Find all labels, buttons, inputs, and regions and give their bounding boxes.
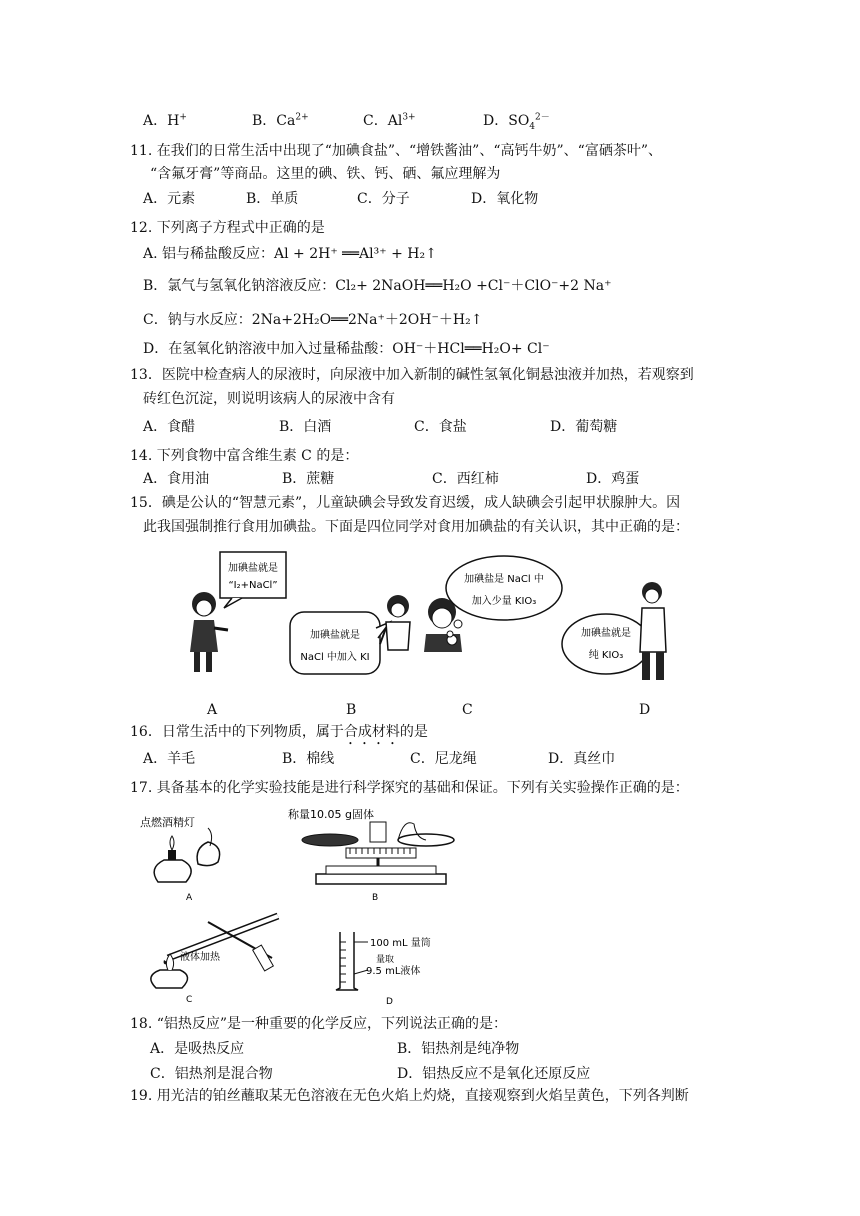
q10-option-c: C．$Al^{3+}$ — [363, 112, 416, 129]
q13-stem-line1: 13．医院中检查病人的尿液时，向尿液中加入新制的碱性氢氧化铜悬浊液并加热，若观察到 — [130, 367, 694, 383]
q10-option-d: D．$SO_4^{2-}$ — [483, 112, 550, 132]
q12-option-a: A. 铝与稀盐酸反应：Al + 2H⁺ ══Al³⁺ + H₂↑ — [143, 246, 437, 262]
q17-figure-d-label: D — [386, 997, 393, 1007]
q10-option-a: A．H+ — [143, 112, 187, 129]
q14-option-c: C．西红柿 — [432, 471, 499, 487]
q13-option-d: D．葡萄糖 — [550, 419, 618, 435]
q13-option-a: A．食醋 — [143, 419, 196, 435]
q15-bubble-b-line1: 加碘盐就是 — [310, 630, 360, 641]
q12-option-c: C．钠与水反应：2Na+2H₂O══2Na⁺＋2OH⁻＋H₂↑ — [143, 312, 483, 328]
q15-bubble-d — [562, 614, 650, 674]
q15-person-d — [640, 582, 666, 680]
q17-figure-b-caption: 称量10.05 g固体 — [288, 808, 374, 821]
q14-option-a: A．食用油 — [143, 471, 210, 487]
q18-option-c: C．铝热剂是混合物 — [150, 1066, 273, 1082]
q10-option-b: B．$Ca^{2+}$ — [252, 112, 309, 129]
q11-option-a: A．元素 — [143, 191, 196, 207]
q15-bubble-a-line2: “I₂+NaCl” — [228, 580, 278, 591]
q15-figure — [180, 548, 680, 688]
q15-bubble-a-line1: 加碘盐就是 — [228, 563, 278, 574]
q18-option-a: A．是吸热反应 — [150, 1041, 245, 1057]
q17-figure-a-caption: 点燃酒精灯 — [140, 816, 195, 829]
q17-stem: 17. 具备基本的化学实验技能是进行科学探究的基础和保证。下列有关实验操作正确的是： — [130, 780, 689, 796]
q12-stem: 12. 下列离子方程式中正确的是 — [130, 220, 325, 236]
q18-option-d: D．铝热反应不是氧化还原反应 — [397, 1066, 591, 1082]
q17-figure-c-caption: 液体加热 — [180, 952, 220, 963]
q12-option-d: D．在氢氧化钠溶液中加入过量稀盐酸：OH⁻＋HCl══H₂O+ Cl⁻ — [143, 341, 550, 357]
q15-stem-line1: 15．碘是公认的“智慧元素”，儿童缺碘会导致发育迟缓，成人缺碘会引起甲状腺肿大。因 — [130, 495, 681, 511]
q15-label-c: C — [462, 702, 473, 718]
q13-stem-line2: 砖红色沉淀，则说明该病人的尿液中含有 — [143, 391, 395, 407]
q15-stem-line2: 此我国强制推行食用加碘盐。下面是四位同学对食用加碘盐的有关认识，其中正确的是： — [143, 519, 689, 535]
q13-option-b: B．白酒 — [279, 419, 332, 435]
q11-option-c: C．分子 — [357, 191, 410, 207]
q14-option-d: D．鸡蛋 — [586, 471, 640, 487]
q16-option-c: C．尼龙绳 — [410, 751, 477, 767]
q16-stem: 16．日常生活中的下列物质，属于合成材料的是 — [130, 724, 428, 740]
q16-option-a: A．羊毛 — [143, 751, 196, 767]
q17-figure-d — [326, 928, 466, 1008]
q13-option-c: C．食盐 — [414, 419, 467, 435]
q11-stem-line2: “含氟牙膏”等商品。这里的碘、铁、钙、硒、氟应理解为 — [150, 166, 501, 182]
q16-option-b: B．棉线 — [282, 751, 335, 767]
q17-figure-a — [138, 812, 248, 902]
q15-bubble-c-line2: 加入少量 KIO₃ — [471, 596, 537, 607]
q15-bubble-d-line2: 纯 KIO₃ — [588, 650, 624, 661]
q15-person-a — [190, 592, 228, 672]
q14-stem: 14. 下列食物中富含维生素 C 的是： — [130, 448, 359, 464]
q16-option-d: D．真丝巾 — [548, 751, 616, 767]
q15-bubble-a — [220, 552, 286, 608]
q17-figure-b — [286, 804, 466, 904]
q15-label-a: A — [207, 702, 218, 718]
q18-stem: 18. “铝热反应”是一种重要的化学反应，下列说法正确的是： — [130, 1016, 508, 1032]
q11-stem-line1: 11. 在我们的日常生活中出现了“加碘食盐”、“增铁酱油”、“高钙牛奶”、“富硒茶叶”、 — [130, 143, 662, 159]
q15-label-b: B — [346, 702, 357, 718]
q15-bubble-b — [290, 612, 390, 674]
q17-figure-c — [138, 910, 298, 1005]
q11-option-d: D．氧化物 — [471, 191, 539, 207]
q15-bubble-d-line1: 加碘盐就是 — [581, 628, 631, 639]
q11-option-b: B．单质 — [246, 191, 299, 207]
q14-option-b: B．蔗糖 — [282, 471, 335, 487]
q15-bubble-c — [446, 556, 562, 637]
q15-bubble-b-line2: NaCl 中加入 KI — [300, 652, 370, 663]
q17-figure-d-caption1: 100 mL 量筒 — [370, 938, 431, 949]
q15-label-d: D — [639, 702, 651, 718]
q17-figure-b-label: B — [372, 893, 379, 903]
q12-option-b: B．氯气与氢氧化钠溶液反应：Cl₂+ 2NaOH══H₂O +Cl⁻＋ClO⁻+2 Na⁺ — [143, 278, 612, 294]
q15-bubble-c-line1: 加碘盐是 NaCl 中 — [464, 574, 544, 585]
q18-option-b: B．铝热剂是纯净物 — [397, 1041, 520, 1057]
q19-stem-line1: 19. 用光洁的铂丝蘸取某无色溶液在无色火焰上灼烧，直接观察到火焰呈黄色，下列各判断 — [130, 1088, 689, 1104]
q16-stem-emphasis: 合成材料 — [343, 724, 400, 740]
q17-figure-a-label: A — [186, 893, 193, 902]
q17-figure-c-label: C — [186, 995, 193, 1005]
q17-figure-d-caption3: 9.5 mL液体 — [366, 966, 421, 977]
q15-person-b — [380, 595, 410, 650]
q17-figure-d-caption2: 量取 — [376, 955, 395, 965]
